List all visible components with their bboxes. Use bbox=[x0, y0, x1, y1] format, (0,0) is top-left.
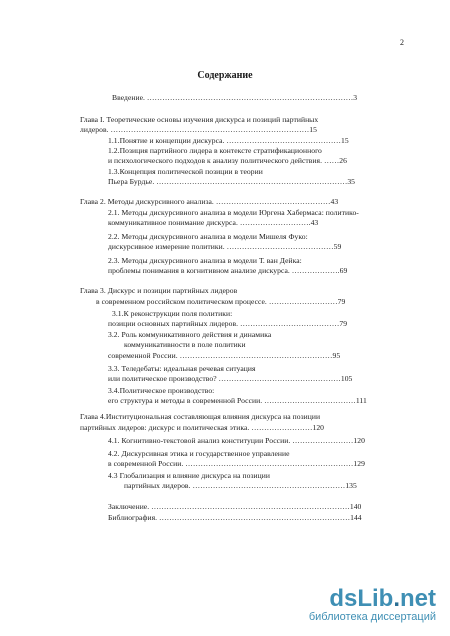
toc-entry-chapter-3: Глава 3. Дискурс и позиции партийных лидеров bbox=[80, 286, 238, 295]
toc-entry-2-1: 2.1. Методы дискурсивного анализа в модели Юргена Хабермаса: политико- bbox=[108, 208, 359, 217]
toc-entry-1-1: 1.1.Понятие и концепции дискурса. ………………………………………15 bbox=[108, 136, 349, 145]
toc-entry-3-3-cont: или политическое производство? …………………………………………105 bbox=[108, 374, 353, 383]
toc-entry-chapter-1-cont: лидеров. ……………………………………………………………………15 bbox=[80, 125, 317, 134]
toc-entry-1-2: 1.2.Позиция партийного лидера в контексте стратификационного bbox=[108, 146, 322, 155]
toc-entry-3-4-cont: его структура и методы в современной России. ………………………………111 bbox=[108, 396, 367, 405]
toc-entry-4-2: 4.2. Дискурсивная этика и государственное управление bbox=[108, 449, 290, 458]
watermark-brand-a: dsLib bbox=[329, 585, 394, 612]
watermark-brand-dot: . bbox=[393, 585, 400, 612]
watermark-logo bbox=[309, 587, 436, 611]
toc-entry-4-3: 4.3 Глобализация и влияние дискурса на позиции bbox=[108, 471, 270, 480]
toc-entry-chapter-4: Глава 4.Институциональная составляющая влияния дискурса на позиции bbox=[80, 412, 321, 421]
toc-entry-intro: Введение. ………………………………………………………………………3 bbox=[112, 93, 358, 102]
toc-entry-chapter-4-cont: партийных лидеров: дискурс и политическая этика. ……………………120 bbox=[80, 423, 325, 432]
toc-entry-1-3: 1.3.Концепция политической позиции в теории bbox=[108, 167, 263, 176]
toc-entry-2-3-cont: проблемы понимания в когнитивном анализе дискурса. ……………….69 bbox=[108, 266, 348, 275]
toc-entry-2-3: 2.3. Методы дискурсивного анализа в модели Т. ван Дейка: bbox=[108, 256, 302, 265]
toc-entry-4-2-cont: в современной России. …………………………………………………………129 bbox=[108, 459, 365, 468]
toc-entry-conclusion: Заключение. ……………………………………………………………………140 bbox=[108, 502, 362, 511]
toc-entry-3-1-cont: позиции основных партийных лидеров. …………………………………79 bbox=[108, 319, 348, 328]
toc-entry-chapter-2: Глава 2. Методы дискурсивного анализа. ………………………………………43 bbox=[80, 197, 339, 206]
toc-entry-3-2: 3.2. Роль коммуникативного действия и динамика bbox=[108, 330, 272, 339]
page-number: 2 bbox=[400, 38, 404, 47]
page-title: Содержание bbox=[197, 70, 253, 81]
toc-entry-3-1: 3.1.К реконструкции поля политики: bbox=[112, 309, 233, 318]
toc-entry-2-2-cont: дискурсивное измерение политики. ……………………………………59 bbox=[108, 242, 342, 251]
toc-entry-3-2-cont: коммуникативности в поле политики bbox=[124, 340, 246, 349]
toc-entry-3-3: 3.3. Теледебаты: идеальная речевая ситуация bbox=[108, 364, 256, 373]
toc-entry-chapter-3-cont: в современном российском политическом процессе. ………………………79 bbox=[96, 297, 346, 306]
toc-entry-2-1-cont: коммуникативное понимание дискурса. ……………………….43 bbox=[108, 218, 319, 227]
toc-entry-3-2-cont2: современной России. ……………………………………………………95 bbox=[108, 351, 341, 360]
toc-entry-3-4: 3.4.Политическое производство: bbox=[108, 386, 215, 395]
toc-entry-bibliography: Библиография. …………………………………………………………………144 bbox=[108, 513, 362, 522]
watermark-subtitle: библиотека диссертаций bbox=[308, 611, 436, 623]
toc-entry-4-1: 4.1. Когнитивно-текстовой анализ конституции России. ……………………120 bbox=[108, 436, 365, 445]
toc-entry-2-2: 2.2. Методы дискурсивного анализа в модели Мишеля Фуко: bbox=[108, 232, 308, 241]
toc-entry-4-3-cont: партийных лидеров. ……………………………………………………135 bbox=[124, 481, 357, 490]
toc-entry-1-3-cont: Пьера Бурдье. …………………………………………………………………35 bbox=[108, 177, 356, 186]
toc-entry-1-2-cont: и психологического подходов к анализу политического действия. ……26 bbox=[108, 156, 347, 165]
watermark bbox=[309, 587, 436, 624]
toc-entry-chapter-1: Глава I. Теоретические основы изучения дискурса и позиций партийных bbox=[80, 115, 319, 124]
watermark-brand-b: net bbox=[400, 585, 436, 612]
